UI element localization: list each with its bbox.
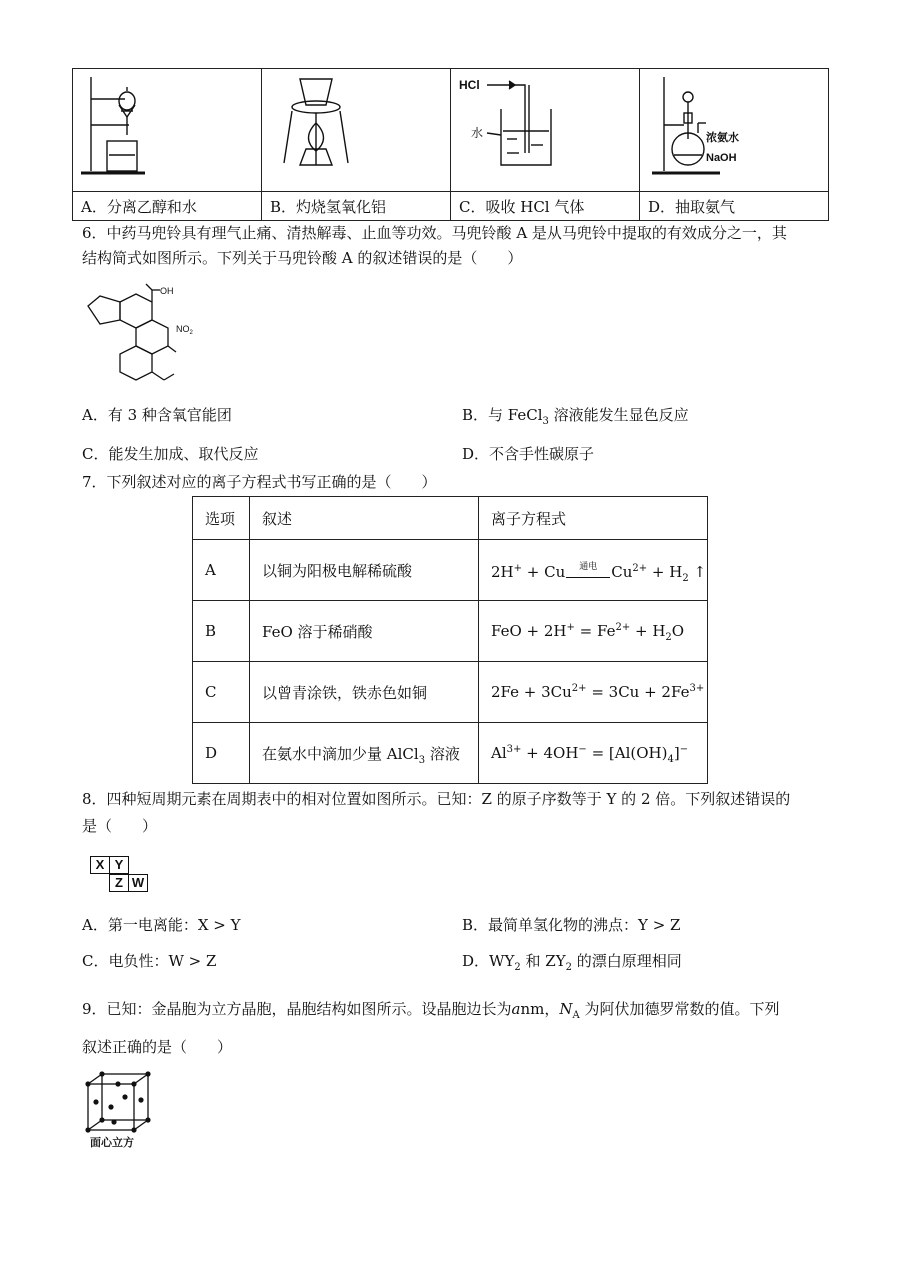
row-d-option: D (193, 723, 250, 784)
hcl-absorption-figure (451, 69, 639, 187)
table-row (193, 540, 708, 601)
q6-option-b: B．与 FeCl$_3$ 溶液能发生显色反应 (462, 406, 689, 427)
cell-caption: 面心立方 (90, 1136, 134, 1149)
q6-option-a: A．有 3 种含氧官能团 (82, 406, 232, 424)
option-d-label: D．抽取氨气 (640, 192, 829, 221)
element-y: Y (109, 856, 129, 874)
q6-option-d: D．不含手性碳原子 (462, 445, 595, 463)
naoh-label: NaOH (706, 152, 737, 164)
electrolysis-condition: 通电 (579, 562, 598, 572)
hcl-label: HCl (459, 78, 480, 92)
q8-option-c: C．电负性：W > Z (82, 952, 217, 970)
apparatus-table (72, 68, 829, 221)
option-b-label: B．灼烧氢氧化铝 (262, 192, 451, 221)
molecule-structure-figure (80, 282, 200, 392)
table-row (193, 723, 708, 784)
row-c-equation: $2Fe + 3Cu^{2+} = 3Cu + 2Fe^{3+}$ (479, 662, 708, 723)
q6-stem-line1: 6．中药马兜铃具有理气止痛、清热解毒、止血等功效。马兜铃酸 A 是从马兜铃中提取的有效成分之一，其 (82, 224, 787, 242)
ammonia-generator-figure (640, 69, 828, 187)
row-d-description: 在氨水中滴加少量 AlCl$_3$ 溶液 (250, 723, 479, 784)
table-row (193, 601, 708, 662)
row-a-description: 以铜为阳极电解稀硫酸 (250, 540, 479, 601)
option-a-label: A．分离乙醇和水 (73, 192, 262, 221)
fcc-unit-cell-figure (84, 1070, 154, 1150)
q6-option-c: C．能发生加成、取代反应 (82, 445, 259, 463)
row-c-option: C (193, 662, 250, 723)
header-description: 叙述 (250, 497, 479, 540)
apparatus-c-cell (451, 69, 640, 192)
q7-stem: 7．下列叙述对应的离子方程式书写正确的是（ ） (82, 473, 437, 491)
q9-stem-line2: 叙述正确的是（ ） (82, 1038, 233, 1056)
table-row (193, 662, 708, 723)
element-w: W (128, 874, 148, 892)
ion-equation-table (192, 496, 708, 784)
q6-stem-line2: 结构简式如图所示。下列关于马兜铃酸 A 的叙述错误的是（ ） (82, 249, 523, 267)
no2-label: $NO_2$ (176, 324, 193, 336)
apparatus-a-cell (73, 69, 262, 192)
row-d-equation: $Al^{3+} + 4OH^- = [Al(OH)_4]^-$ (479, 723, 708, 784)
q8-stem-line1: 8．四种短周期元素在周期表中的相对位置如图所示。已知：Z 的原子序数等于 Y 的 2 倍。下列叙述错误的 (82, 790, 791, 808)
q8-stem-line2: 是（ ） (82, 817, 158, 835)
q8-option-d: D．$WY_2$ 和 $ZY_2$ 的漂白原理相同 (462, 952, 682, 973)
apparatus-d-cell (640, 69, 829, 192)
option-c-label: C．吸收 HCl 气体 (451, 192, 640, 221)
apparatus-b-cell (262, 69, 451, 192)
q8-option-a: A．第一电离能：X > Y (82, 916, 241, 934)
separatory-funnel-figure (73, 69, 261, 187)
header-option: 选项 (193, 497, 250, 540)
q9-stem-line1: 9．已知：金晶胞为立方晶胞，晶胞结构如图所示。设晶胞边长为anm，$N_A$ 为阿伏加德罗常数的值。下列 (82, 1000, 780, 1021)
q8-option-b: B．最简单氢化物的沸点：Y > Z (462, 916, 681, 934)
water-label: 水 (471, 126, 484, 140)
row-a-option: A (193, 540, 250, 601)
row-b-description: FeO 溶于稀硝酸 (250, 601, 479, 662)
crucible-burner-figure (262, 69, 450, 187)
element-z: Z (109, 874, 129, 892)
element-x: X (90, 856, 110, 874)
row-c-description: 以曾青涂铁，铁赤色如铜 (250, 662, 479, 723)
row-b-equation: FeO + $2H^+ = Fe^{2+} + H_2O$ (479, 601, 708, 662)
row-a-equation: 2H+ + Cu $^{通电}$ $Cu^{2+} + H_2$ ↑ (479, 540, 708, 601)
oh-label: OH (160, 286, 174, 296)
row-b-option: B (193, 601, 250, 662)
header-equation: 离子方程式 (479, 497, 708, 540)
ammonia-label: 浓氨水 (706, 131, 739, 144)
